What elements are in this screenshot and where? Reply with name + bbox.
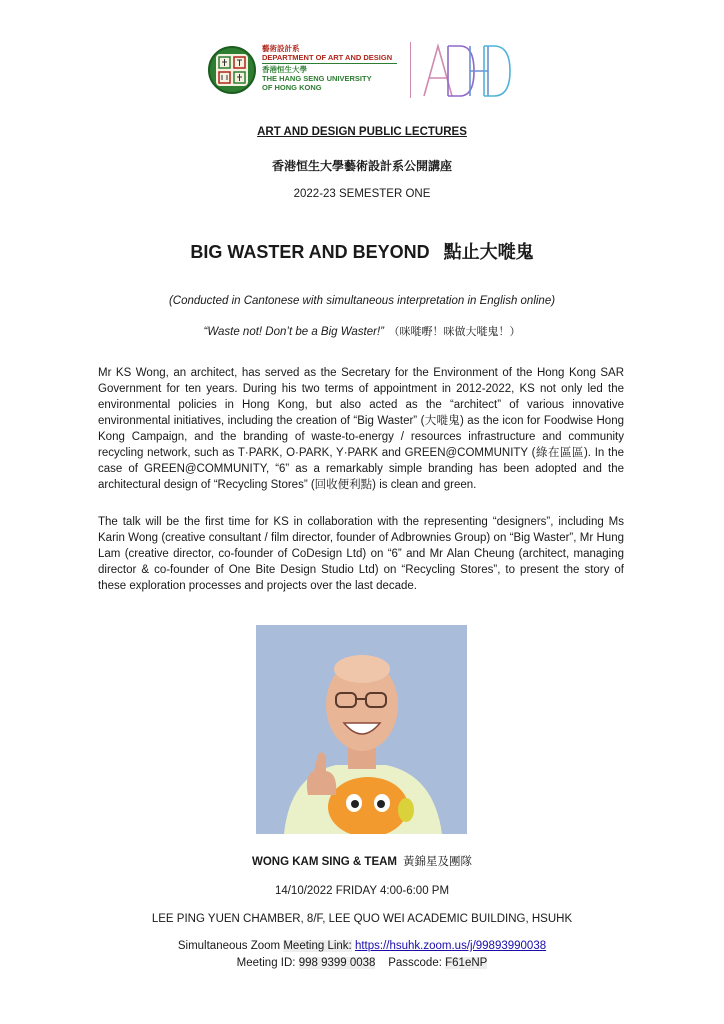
department-wordmark (262, 44, 412, 92)
language-note: (Conducted in Cantonese with simultaneous interpretation in English online) (168, 295, 556, 307)
semester-label: 2022-23 SEMESTER ONE (293, 188, 431, 200)
description-paragraph-1: Mr KS Wong, an architect, has served as the Secretary for the Environment of the Hong Kong SAR Government for ten years. During his two terms of appointment in 2012-2022, KS not only led the environmental policies in Hong Kong, but also acted as the “architect” of various innovative environmental initiatives, including the creation of “Big Waster” (大嘥鬼) as the icon for Foodwise Hong Kong Campaign, and the branding of waste-to-energy / resources infrastructure and community recycling network, such as T·PARK, O·PARK, Y·PARK and GREEN@COMMUNITY (綠在區區). In the case of GREEN@COMMUNITY, “6” as a remarkably simple branding has been adopted and the architectural design of “Recycling Stores” (回收便利點) is clean and green. (98, 367, 624, 491)
adhd-logo (418, 42, 514, 105)
series-title-cn: 香港恒生大學藝術設計系公開講座 (271, 159, 452, 173)
university-seal-logo (208, 46, 256, 94)
dept-name-cn: 藝術設計系 (262, 44, 300, 53)
event-datetime: 14/10/2022 FRIDAY 4:00-6:00 PM (274, 885, 450, 897)
header-divider (410, 42, 411, 98)
header (0, 40, 724, 104)
passcode-value: F61eNP (445, 957, 488, 969)
meeting-details-line (0, 957, 724, 969)
univ-name-en-1: THE HANG SENG UNIVERSITY (262, 74, 372, 83)
zoom-link-line (0, 940, 724, 952)
event-venue: LEE PING YUEN CHAMBER, 8/F, LEE QUO WEI ACADEMIC BUILDING, HSUHK (151, 913, 573, 925)
zoom-link-label: Meeting Link: (283, 940, 352, 952)
univ-name-cn: 香港恒生大學 (262, 65, 307, 74)
speaker-name-cn: 黃錦星及團隊 (403, 854, 473, 868)
passcode-label: Passcode: (388, 957, 442, 969)
lecture-title-cn: 點止大嘥鬼 (443, 242, 534, 263)
dept-rule (262, 63, 397, 64)
slogan-en: “Waste not! Don’t be a Big Waster!” (203, 326, 384, 338)
zoom-meeting-link[interactable]: https://hsuhk.zoom.us/j/99893990038 (354, 940, 547, 952)
series-title-en: ART AND DESIGN PUBLIC LECTURES (257, 126, 467, 138)
speaker-name-en: WONG KAM SING & TEAM (251, 856, 398, 868)
speaker-name (0, 853, 724, 869)
speaker-photo (256, 625, 467, 834)
slogan-cn: （咪嘥嘢！咪做大嘥鬼！） (393, 325, 521, 338)
univ-name-en-2: OF HONG KONG (262, 83, 322, 92)
lecture-title (0, 238, 724, 264)
dept-name-en: DEPARTMENT OF ART AND DESIGN (262, 53, 393, 62)
slogan (0, 323, 724, 339)
meeting-id-label: Meeting ID: (236, 957, 296, 969)
lecture-title-en: BIG WASTER AND BEYOND (190, 242, 430, 262)
zoom-prefix: Simultaneous Zoom (177, 940, 281, 952)
description-paragraph-2: The talk will be the first time for KS in collaboration with the representing “designers”, including Ms Karin Wong (creative consultant / film director, founder of Adbrownies Group) on “Big Waster”, Mr Hung Lam (creative director, co-founder of CoDesign Ltd) on “6” and Mr Alan Cheung (architect, managing director & co-founder of One Bite Design Studio Ltd) on “Recycling Stores”, to present the story of these exploration processes and projects over the last decade. (98, 516, 624, 592)
meeting-id-value: 998 9399 0038 (298, 957, 376, 969)
